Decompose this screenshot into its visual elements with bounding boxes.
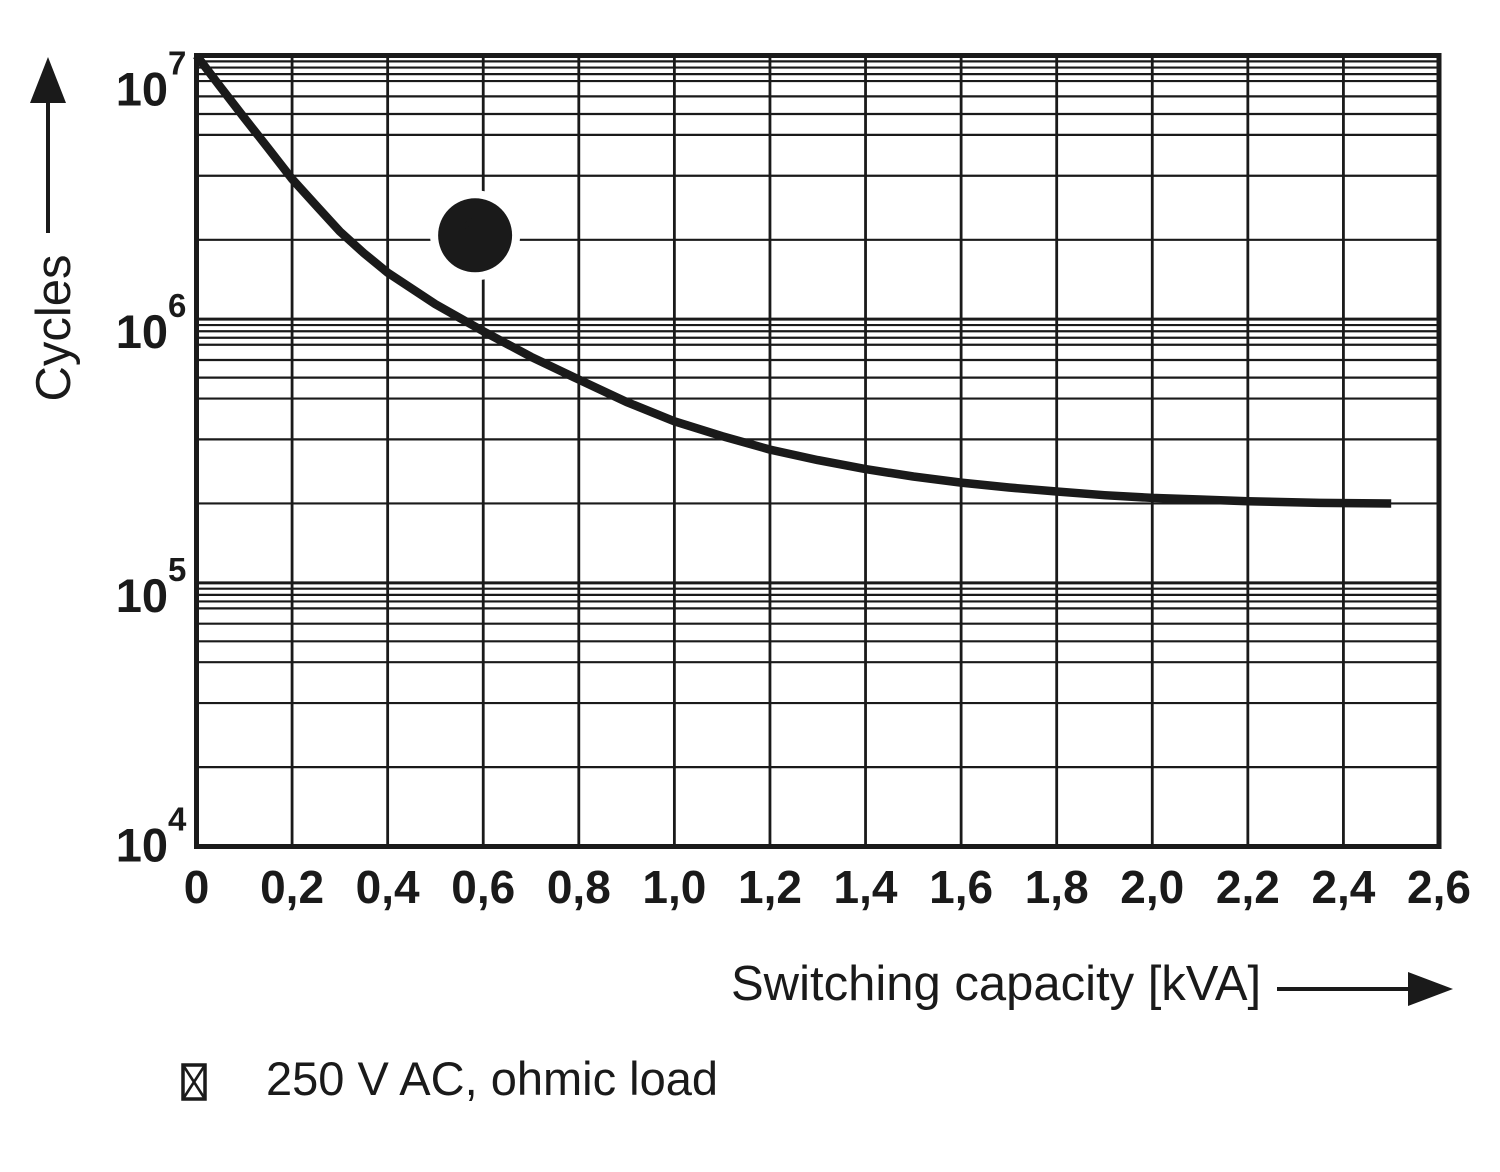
x-tick-label-1,0: 1,0 xyxy=(642,861,707,913)
grid-minor-lines xyxy=(197,61,1440,767)
y-axis-title: Cycles xyxy=(27,254,81,402)
grid-major-lines xyxy=(197,319,1440,583)
y-tick-exponent-6: 6 xyxy=(168,287,187,325)
y-tick-label-10e5: 10 xyxy=(115,568,168,622)
x-tick-label-2,2: 2,2 xyxy=(1215,861,1280,913)
x-tick-label-1,8: 1,8 xyxy=(1024,861,1089,913)
x-tick-label-0,6: 0,6 xyxy=(451,861,516,913)
x-axis-arrow-icon xyxy=(1277,972,1453,1006)
curve-marker-1 xyxy=(430,190,520,280)
x-tick-label-2,0: 2,0 xyxy=(1120,861,1185,913)
y-tick-exponent-7: 7 xyxy=(168,44,187,82)
x-tick-label-1,2: 1,2 xyxy=(737,861,802,913)
x-tick-label-0,2: 0,2 xyxy=(260,861,325,913)
y-tick-exponent-5: 5 xyxy=(168,550,187,588)
x-tick-label-0: 0 xyxy=(183,861,210,913)
x-tick-label-2,4: 2,4 xyxy=(1311,861,1376,913)
x-tick-label-0,8: 0,8 xyxy=(546,861,611,913)
plot-frame xyxy=(197,56,1440,847)
x-axis-ticks xyxy=(184,861,1471,913)
x-tick-label-1,6: 1,6 xyxy=(929,861,994,913)
legend-entry-text: 250 V AC, ohmic load xyxy=(266,1052,718,1105)
x-tick-label-2,6: 2,6 xyxy=(1407,861,1471,913)
y-tick-label-10e6: 10 xyxy=(115,305,168,359)
y-tick-label-10e4: 10 xyxy=(115,818,168,872)
grid-vertical-lines xyxy=(292,56,1343,847)
x-tick-label-1,4: 1,4 xyxy=(833,861,898,913)
legend-symbol-missing-glyph-icon xyxy=(181,1063,207,1101)
y-tick-exponent-4: 4 xyxy=(168,800,187,838)
y-tick-label-10e7: 10 xyxy=(115,62,168,116)
x-tick-label-0,4: 0,4 xyxy=(355,861,420,913)
x-axis-title: Switching capacity [kVA] xyxy=(731,957,1262,1011)
marker-number: 1 xyxy=(460,206,491,267)
service-life-curve xyxy=(197,56,1392,504)
y-axis-arrow-icon xyxy=(30,57,66,233)
y-axis-ticks xyxy=(116,45,187,872)
